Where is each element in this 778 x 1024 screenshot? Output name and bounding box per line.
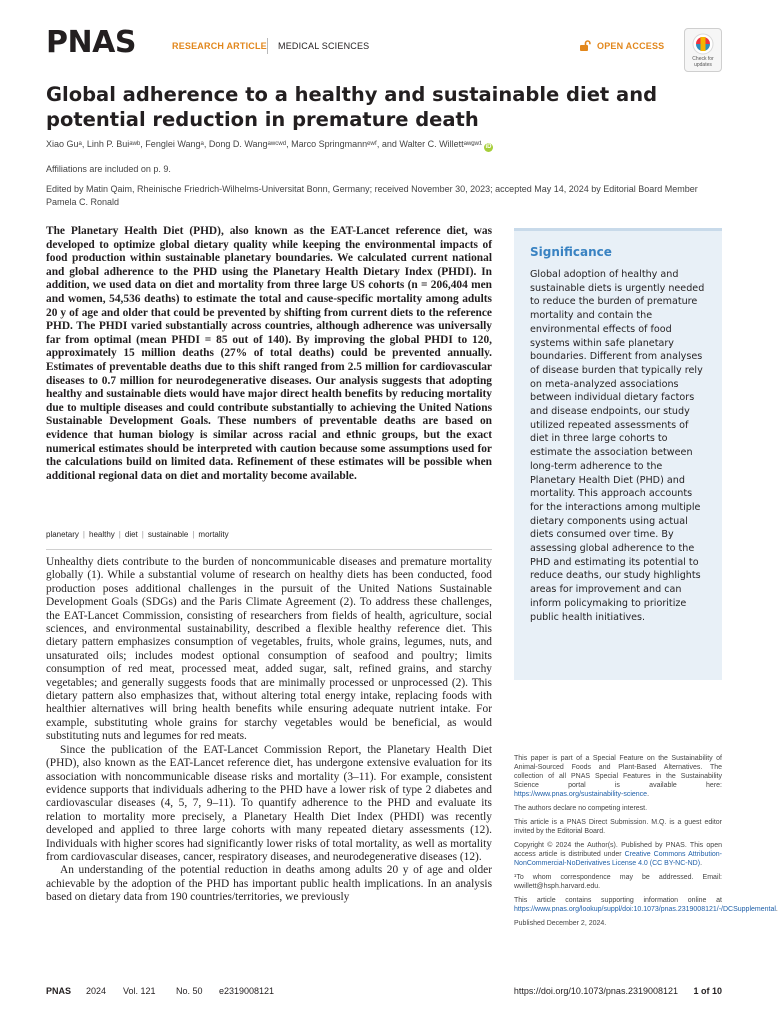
body-paragraph: Since the publication of the EAT-Lancet Commission Report, the Planetary Health Diet (PHD), also known as the EAT-Lancet reference diet, has undergone extensive evaluation for its association with noncommunicable disease risks and mortality (3–11). For example, consistent evidence supports that individuals adhering to the PHD have a lower risk of type 2 diabetes and cardiovascular diseases (4, 5, 7, 9–11). To quantify adherence to the PHD and evaluate its relation to mortality more precisely, a Planetary Health Diet Index (PHDI) was recently developed and applied to three large cohorts with many repeated dietary assessments (12). Individuals with higher scores had significantly lower risks of total mortality, as well as mortality from cardiovascular diseases, cancer, respiratory diseases, and neurodegenerative diseases (12). xyxy=(46,743,492,863)
footer-volume: Vol. 121 xyxy=(123,986,156,996)
competing-interest-note: The authors declare no competing interest. xyxy=(514,805,648,812)
keyword-separator: | xyxy=(118,530,121,539)
footer-year: 2024 xyxy=(86,986,107,996)
copyright-text: Copyright © 2024 the Author(s). Published by PNAS. This open access article is distributed under xyxy=(514,842,722,858)
keyword[interactable]: diet xyxy=(124,530,138,539)
footer-doi-link[interactable]: https://doi.org/10.1073/pnas.2319008121 xyxy=(513,986,678,996)
sustainability-science-link[interactable]: https://www.pnas.org/sustainability-science xyxy=(514,791,648,798)
keyword-separator: | xyxy=(141,530,144,539)
keyword-separator: | xyxy=(192,530,195,539)
header-divider xyxy=(267,38,268,54)
supporting-info-note: This article contains supporting information online at https://www.pnas.org/lookup/suppl/doi:10.1073/pnas.2319008121/-/DCSupplemental. xyxy=(514,897,778,913)
open-access-label[interactable]: OPEN ACCESS xyxy=(597,41,665,51)
body-paragraph: An understanding of the potential reduction in deaths among adults 20 y of age and older achievable by the adoption of the PHD has important public health implications. In an analysis based on dietary data from 190 countries/territories, we previously xyxy=(46,864,492,904)
abstract: The Planetary Health Diet (PHD), also known as the EAT-Lancet reference diet, was developed to optimize global dietary quality while keeping the environmental impacts of food production within sustainable planetary boundaries. We calculated current national and global adherence to the PHD using the Planetary Health Dietary Index (PHDI). In addition, we used data on diet and mortality from three large US cohorts (n = 206,404 men and women, 54,536 deaths) to estimate the total and cause-specific mortality among adults 20 y of age and older that could be prevented by shifting from current diets to the reference PHD. The PHDI varied substantially across countries, although adherence was universally far from optimal (mean PHDI = 85 out of 140). By improving the global PHDI to 120, approximately 15 million deaths (27% of total deaths) could be prevented annually. Estimates of preventable deaths due to this shift ranged from 2.5 million for cardiovascular diseases to 0.7 million for neurodegenerative diseases. Our analysis suggests that adopting healthy and sustainable diets would have major direct health benefits by reducing mortality due to multiple diseases and could contribute substantially to achieving the United Nations Sustainable Development Goals. These numbers of preventable deaths are based on evidence that human biology is similar across racial and ethnic groups, but the exact numerical estimates should be interpreted with caution because some assumptions used for the calculations build on limited data. Refinement of these estimates will be possible when additional regional data on diet and mortality become available. xyxy=(46,225,492,482)
supplemental-link[interactable]: https://www.pnas.org/lookup/suppl/doi:10.1073/pnas.2319008121/-/DCSupplemental xyxy=(514,906,776,913)
special-feature-text: This paper is part of a Special Feature on the Sustainability of Animal-Sourced Foods and Plant-Based Alternatives. The collection of all PNAS Special Features in the Sustainability Science portal is available here: xyxy=(514,755,722,789)
copyright-note: Copyright © 2024 the Author(s). Published by PNAS. This open access article is distributed under Creative Commons Attribution-NonCommercial-NoDerivatives License 4.0 (CC BY-NC-ND). xyxy=(514,842,722,867)
correspondence-note: ¹To whom correspondence may be addressed. Email: wwillett@hsph.harvard.edu. xyxy=(514,874,722,890)
footer-number: No. 50 xyxy=(176,986,203,996)
article-type-label[interactable]: RESEARCH ARTICLE xyxy=(172,41,267,51)
license-link[interactable]: Creative Commons Attribution-NonCommercial-NoDerivatives License 4.0 (CC BY-NC-ND) xyxy=(514,851,722,867)
article-title: Global adherence to a healthy and sustainable diet and potential reduction in premature death xyxy=(46,83,658,131)
footer-page-number: 1 of 10 xyxy=(693,986,722,996)
orcid-icon[interactable]: iD xyxy=(485,144,492,150)
submission-note: This article is a PNAS Direct Submission. M.Q. is a guest editor invited by the Editorial Board. xyxy=(514,819,722,835)
keyword[interactable]: planetary xyxy=(46,530,79,539)
article-notes xyxy=(514,754,778,933)
keyword-list xyxy=(46,530,229,539)
check-for-updates-button[interactable] xyxy=(684,28,722,72)
footer-journal: PNAS xyxy=(46,986,72,996)
keyword-separator: | xyxy=(82,530,85,539)
page-footer xyxy=(46,986,722,1000)
significance-text: Global adoption of healthy and sustainable diets is urgently needed to reduce the burden of premature mortality and contain the environmental effects of food systems within safe planetary boundaries. Different from analyses of disease burden that typically rely on meta-analyzed associations between individual dietary factors and disease endpoints, our study utilized repeated assessments of diet in three large cohorts to estimate the association between long-term adherence to the Planetary Health Diet (PHD) and mortality. This approach accounts for the interactions among multiple dietary components using actual diets consumed over time. By assessing global adherence to the PHD and estimating its potential to reduce deaths, our study highlights areas for improvement and can inform policymaking to prioritize public health initiatives. xyxy=(530,269,705,623)
article-body xyxy=(46,556,492,905)
author-list xyxy=(46,138,736,152)
pnas-logo[interactable]: PNAS xyxy=(46,25,136,60)
section-label[interactable]: MEDICAL SCIENCES xyxy=(278,41,370,51)
editorial-info: Edited by Matin Qaim, Rheinische Friedrich-Wilhelms-Universitat Bonn, Germany; received November 30, 2023; accepted May 14, 2024 by Editorial Board Member Pamela C. Ronald xyxy=(46,184,698,207)
check-for-updates-text: Check for updates xyxy=(692,56,714,68)
keyword[interactable]: mortality xyxy=(198,530,229,539)
page-header xyxy=(46,25,722,68)
open-lock-icon xyxy=(579,40,591,52)
body-paragraph: Unhealthy diets contribute to the burden of noncommunicable diseases and premature mortality globally (1). While a substantial volume of research on healthy diets has been conducted, food production poses additional challenges in the pursuit of the United Nations Sustainable Development Goals (SDGs) and the Paris Climate Agreement (2). To address these challenges, the EAT-Lancet Commission, consisting of researchers from fields of health, agriculture, social sciences, and environmental sustainability, described a flexible healthy reference diet. This dietary pattern emphasizes consumption of vegetables, fruits, whole grains, legumes, nuts, and unsaturated oils; includes modest optional consumption of seafood and poultry; limits consumption of red meat, processed meat, added sugar, salt, refined grains, and starchy vegetables; and generally suggests foods that are minimally processed or unprocessed (2). This dietary pattern also emphasizes that, without altering total energy intake, replacing foods with healthier alternatives will bring health benefits while ensuring adequate nutrient intake. For example, substituting whole grains for starchy vegetables would be beneficial, as would substituting nuts and legumes for red meats. xyxy=(46,556,492,743)
section-divider xyxy=(46,549,492,550)
crossmark-icon xyxy=(685,31,721,57)
footer-article-id: e2319008121 xyxy=(219,986,275,996)
affiliations-note: Affiliations are included on p. 9. xyxy=(46,164,171,174)
special-feature-note: This paper is part of a Special Feature on the Sustainability of Animal-Sourced Foods and Plant-Based Alternatives. The collection of all PNAS Special Features in the Sustainability Science portal is available here: https://www.pnas.org/sustainability-science. xyxy=(514,755,722,798)
significance-title: Significance xyxy=(530,245,612,259)
keyword[interactable]: healthy xyxy=(89,530,115,539)
significance-box xyxy=(514,228,722,680)
author-names[interactable]: Xiao Guᵃ, Linh P. Buiᵃʷᵇ, Fenglei Wangᵃ, Dong D. Wangᵃʷᶜʷᵈ, Marco Springmannᵉʷᶠ, and Walter C. Willettᵃʷᵍʷ¹ xyxy=(46,139,482,149)
supporting-info-text: This article contains supporting information online at xyxy=(514,897,722,904)
keyword[interactable]: sustainable xyxy=(147,530,189,539)
published-date: Published December 2, 2024. xyxy=(514,920,607,927)
